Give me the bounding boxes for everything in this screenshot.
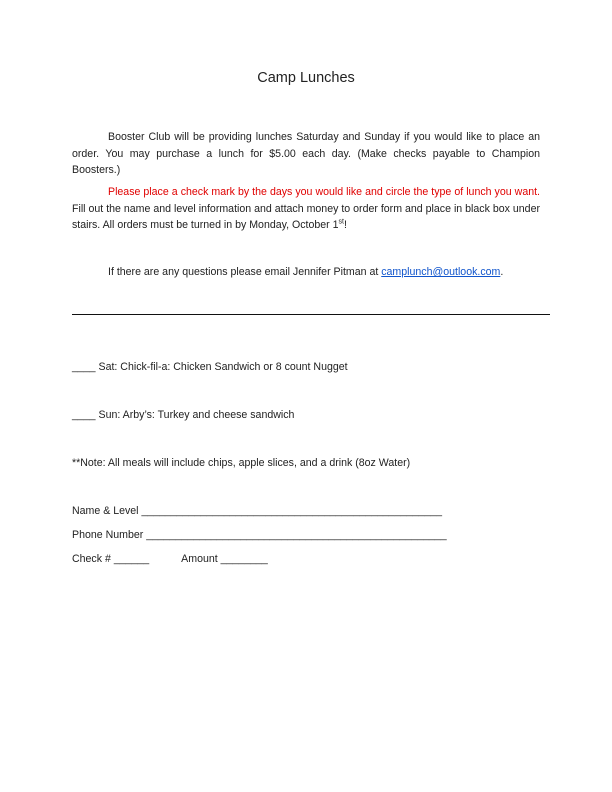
check-number-label: Check # [72,553,114,565]
instructions-highlight: Please place a check mark by the days you would like and circle the type of lunch you want. [108,186,540,198]
name-level-label: Name & Level [72,505,142,517]
intro-text: Booster Club will be providing lunches Saturday and Sunday if you would like to place an order. You may purchase a lunch for $5.00 each day. (Make checks payable to Champion Boosters.) [72,131,540,176]
instructions-text: Fill out the name and level information and attach money to order form and place in black box under stairs. All orders must be turned in by Monday, October 1 [72,202,540,231]
section-divider [72,314,550,315]
name-level-input[interactable]: ___________________________________________________ [141,505,442,517]
intro-paragraph [72,129,540,179]
contact-paragraph [72,264,540,281]
phone-label: Phone Number [72,529,147,541]
name-level-field [72,505,442,517]
contact-suffix: . [500,266,504,278]
page-title: Camp Lunches [257,70,355,86]
phone-input[interactable]: ___________________________________________________ [146,529,447,541]
instructions-paragraph [72,184,540,234]
check-number-input[interactable]: ______ [113,553,150,565]
option-sunday [72,409,294,421]
amount-label: Amount [181,553,221,565]
saturday-option-text: Sat: Chick-fil-a: Chicken Sandwich or 8 count Nugget [95,361,348,373]
phone-field [72,529,447,541]
sunday-checkmark-blank[interactable]: ____ [72,409,96,421]
contact-email-link[interactable]: camplunch@outlook.com [381,266,501,278]
amount-input[interactable]: ________ [220,553,268,565]
sunday-option-text: Sun: Arby’s: Turkey and cheese sandwich [95,409,295,421]
instructions-end: ! [344,219,347,231]
date-ordinal-suffix: st [338,218,344,226]
payment-fields [72,553,268,565]
saturday-checkmark-blank[interactable]: ____ [72,361,96,373]
option-saturday [72,361,348,373]
meal-note: **Note: All meals will include chips, apple slices, and a drink (8oz Water) [72,457,411,469]
contact-text: If there are any questions please email Jennifer Pitman at [108,266,382,278]
